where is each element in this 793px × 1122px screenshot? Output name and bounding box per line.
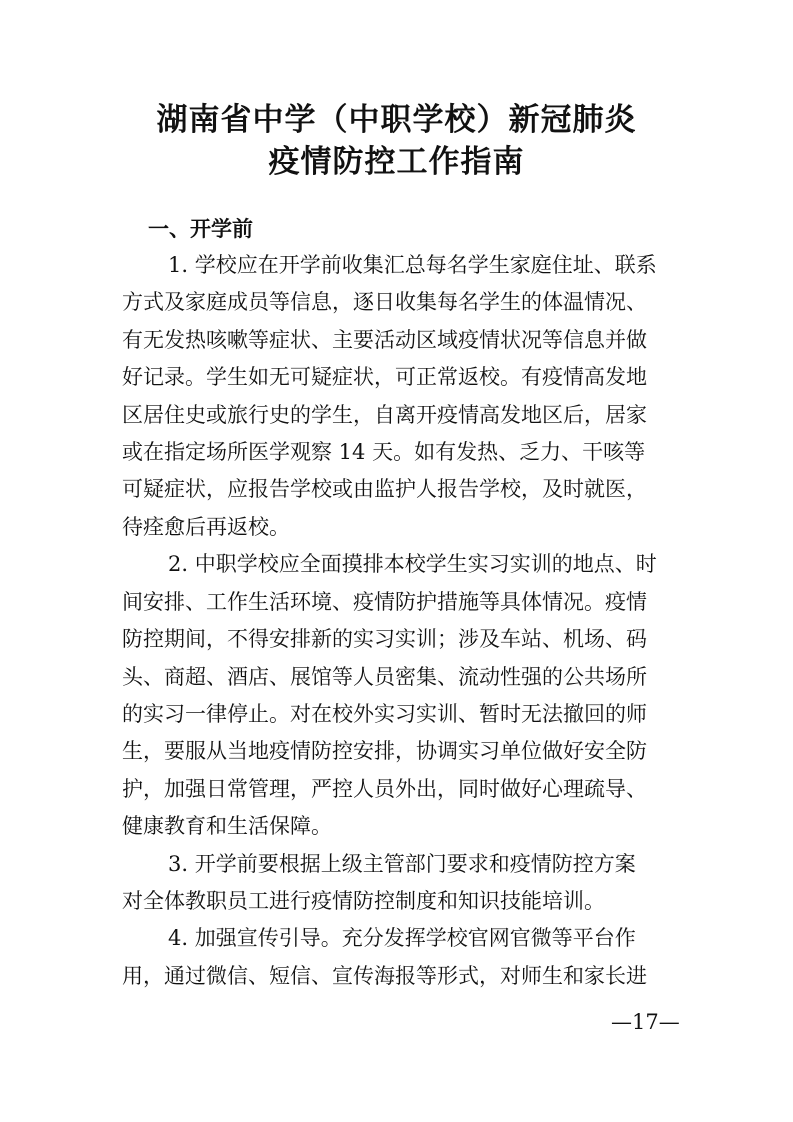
paragraph-line: 防控期间，不得安排新的实习实训；涉及车站、机场、码	[122, 627, 647, 651]
paragraph-line: 的实习一律停止。对在校外实习实训、暂时无法撤回的师	[122, 702, 647, 726]
paragraph-line: 4. 加强宣传引导。充分发挥学校官网官微等平台作	[168, 926, 636, 950]
paragraph-line: 待痊愈后再返校。	[122, 515, 290, 539]
document-title-line2: 疫情防控工作指南	[268, 144, 525, 180]
paragraph-line: 健康教育和生活保障。	[122, 814, 332, 838]
paragraph-line: 用，通过微信、短信、宣传海报等形式，对师生和家长进	[122, 964, 647, 988]
paragraph-line: 护，加强日常管理，严控人员外出，同时做好心理疏导、	[122, 777, 647, 801]
paragraph-line: 头、商超、酒店、展馆等人员密集、流动性强的公共场所	[122, 665, 647, 689]
paragraph-line: 可疑症状，应报告学校或由监护人报告学校，及时就医，	[122, 477, 647, 501]
paragraph-line: 或在指定场所医学观察 14 天。如有发热、乏力、干咳等	[122, 440, 646, 464]
paragraph-line: 间安排、工作生活环境、疫情防护措施等具体情况。疫情	[122, 590, 647, 614]
paragraph-line: 对全体教职员工进行疫情防控制度和知识技能培训。	[122, 889, 605, 913]
document-title-line1: 湖南省中学（中职学校）新冠肺炎	[156, 102, 637, 138]
paragraph-line: 1. 学校应在开学前收集汇总每名学生家庭住址、联系	[168, 253, 657, 277]
paragraph-line: 好记录。学生如无可疑症状，可正常返校。有疫情高发地	[122, 365, 647, 389]
paragraph-line: 3. 开学前要根据上级主管部门要求和疫情防控方案	[168, 852, 636, 876]
section-heading: 一、开学前	[148, 217, 253, 241]
paragraph-line: 区居住史或旅行史的学生，自离开疫情高发地区后，居家	[122, 403, 647, 427]
paragraph-line: 生，要服从当地疫情防控安排，协调实习单位做好安全防	[122, 739, 647, 763]
paragraph-line: 方式及家庭成员等信息，逐日收集每名学生的体温情况、	[122, 290, 647, 314]
page-number: —17—	[611, 1010, 680, 1034]
paragraph-line: 有无发热咳嗽等症状、主要活动区域疫情状况等信息并做	[122, 328, 647, 352]
paragraph-line: 2. 中职学校应全面摸排本校学生实习实训的地点、时	[168, 552, 657, 576]
